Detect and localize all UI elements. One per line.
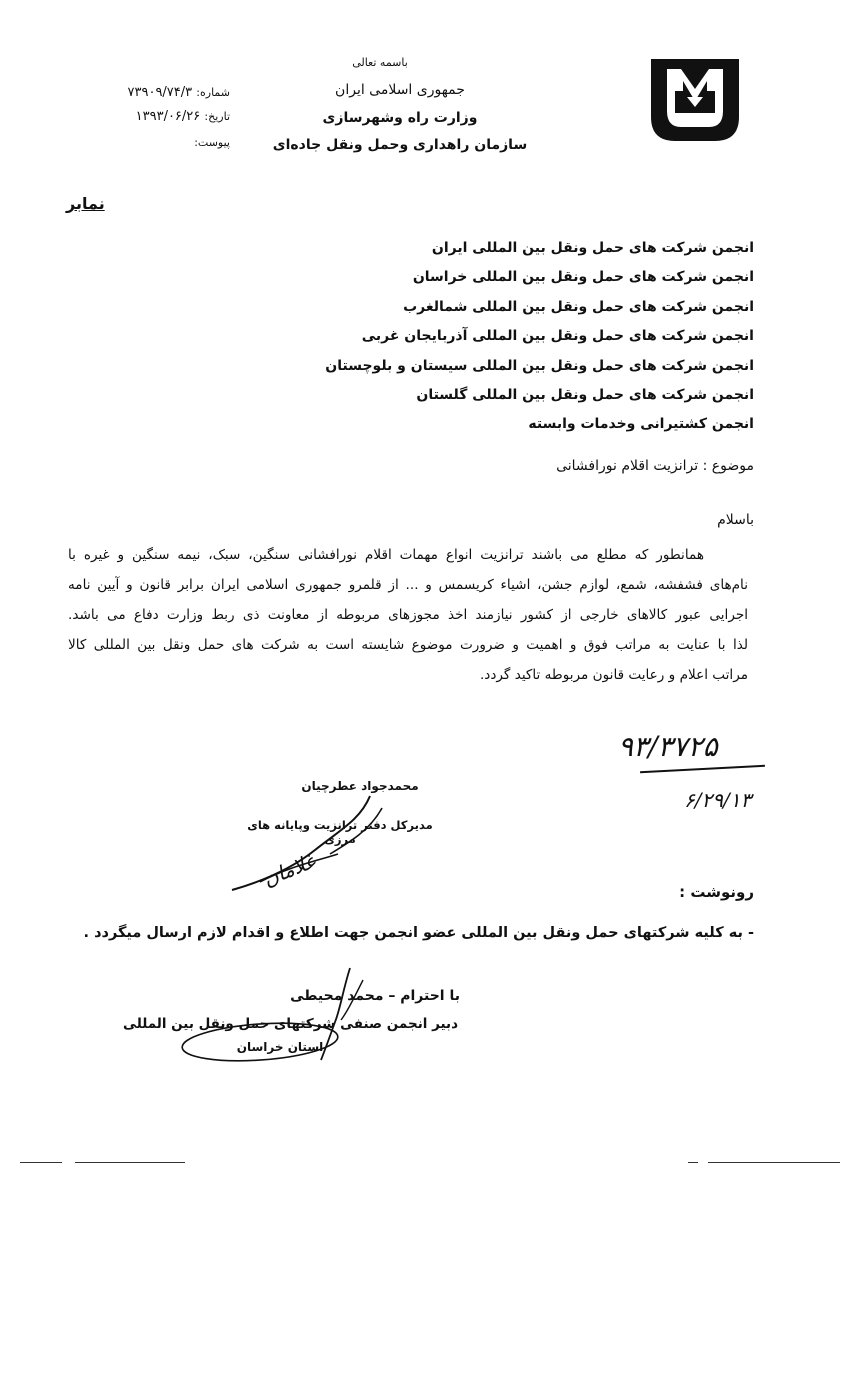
greeting-text: باسلام xyxy=(717,512,754,528)
recipient-list xyxy=(325,234,754,440)
recipient-item: انجمن شرکت های حمل ونقل بین المللی ایران xyxy=(431,240,754,256)
letter-body xyxy=(68,540,748,690)
fax-label: نمابر xyxy=(66,194,105,213)
closing-regards: با احترام – محمد محیطی xyxy=(290,988,460,1004)
footer-divider xyxy=(20,1162,62,1163)
subject-line: موضوع : ترانزیت اقلام نورافشانی xyxy=(556,458,754,474)
handwritten-receipt-date: ۶/۲۹/۱۳ xyxy=(684,788,752,812)
invocation-text: باسمه تعالی xyxy=(352,56,408,69)
attachment-row xyxy=(60,135,230,150)
signature-scribble-icon xyxy=(220,790,460,900)
signatory-name: محمدجواد عطرچیان xyxy=(301,779,419,793)
recipient-item: انجمن شرکت های حمل ونقل بین المللی شمالغرب xyxy=(403,298,754,315)
country-name: جمهوری اسلامی ایران xyxy=(335,82,465,98)
closing-signature-icon xyxy=(175,960,375,1070)
handwritten-underline xyxy=(640,765,765,774)
letter-date-row xyxy=(60,109,230,124)
letter-date-label: تاریخ: xyxy=(204,110,230,123)
organization-logo xyxy=(645,55,745,145)
body-line: مراتب اعلام و رعایت قانون مربوطه تاکید گردد. xyxy=(479,667,748,683)
closing-province: استان خراسان xyxy=(236,1040,324,1054)
letter-date-value: ۱۳۹۳/۰۶/۲۶ xyxy=(135,109,201,124)
cc-label: رونوشت : xyxy=(679,883,754,901)
recipient-item: انجمن شرکت های حمل ونقل بین المللی خراسان xyxy=(412,269,754,286)
ministry-name: وزارت راه وشهرسازی xyxy=(322,110,478,126)
footer-divider xyxy=(688,1162,698,1163)
signatory-title: مدیرکل دفتر ترانزیت وپایانه های مرزی xyxy=(247,818,433,846)
cc-text: - به کلیه شرکتهای حمل ونقل بین المللی عضو انجمن جهت اطلاع و اقدام لازم ارسال میگردد . xyxy=(83,925,754,941)
letter-number-value: ۷۳۹۰۹/۷۴/۳ xyxy=(127,85,193,100)
body-line: اجرایی عبور کالاهای خارجی از کشور نیازمند اخذ مجوزهای مربوطه از معاونت ذی ربط وزارت دفاع می باشد. xyxy=(68,607,748,623)
body-line: لذا با عنایت به مراتب فوق و اهمیت و ضرورت موضوع شایسته است به شرکت های حمل ونقل بین المللی کالا xyxy=(68,637,748,653)
footer-divider xyxy=(708,1162,840,1163)
recipient-item: انجمن کشتیرانی وخدمات وابسته xyxy=(528,416,754,433)
handwritten-initials: غلامان xyxy=(259,848,319,892)
footer-divider xyxy=(75,1162,185,1163)
body-line: نام‌های فشفشه، شمع، لوازم جشن، اشیاء کریسمس و ... از قلمرو جمهوری اسلامی ایران برابر قانون و آیین نامه xyxy=(68,577,748,593)
body-line: همانطور که مطلع می باشند ترانزیت انواع مهمات اقلام نورافشانی سنگین، سبک، نیمه سنگین و غیره با xyxy=(68,547,704,563)
organization-name: سازمان راهداری وحمل ونقل جاده‌ای xyxy=(272,137,528,153)
handwritten-receipt-number: ۹۳/۳۷۲۵ xyxy=(618,730,718,763)
closing-position: دبیر انجمن صنفی شرکتهای حمل ونقل بین المللی xyxy=(123,1016,458,1032)
recipient-item: انجمن شرکت های حمل ونقل بین المللی آذربایجان غربی xyxy=(361,328,754,345)
letter-number-label: شماره: xyxy=(196,86,230,99)
road-emblem-icon xyxy=(645,55,745,145)
recipient-item: انجمن شرکت های حمل ونقل بین المللی گلستان xyxy=(416,387,754,404)
recipient-item: انجمن شرکت های حمل ونقل بین المللی سیستان و بلوچستان xyxy=(325,357,754,374)
attachment-label: پیوست: xyxy=(194,136,230,149)
letter-number-row xyxy=(60,85,230,100)
